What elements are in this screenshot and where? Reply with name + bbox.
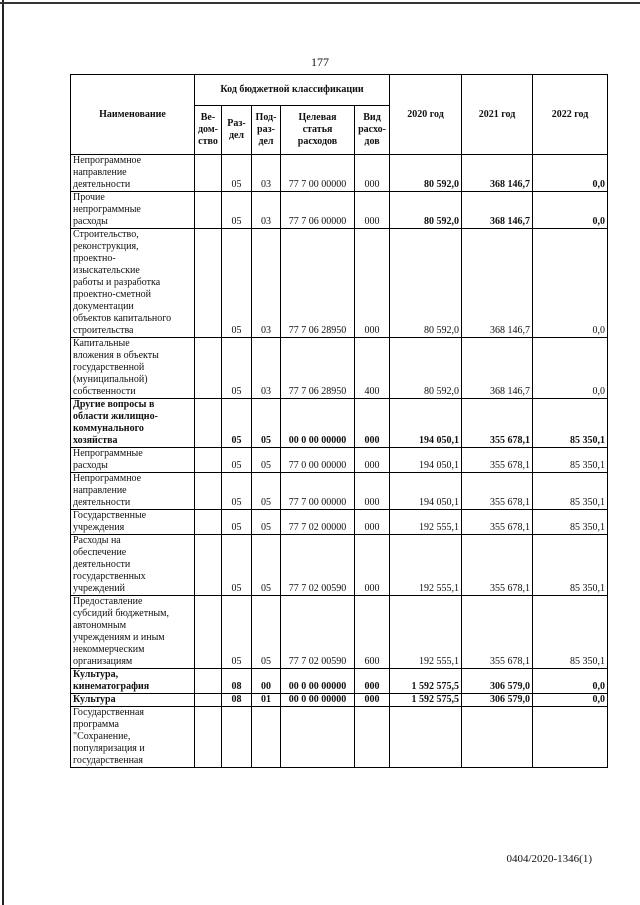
row-name-line: субсидий бюджетным, bbox=[73, 608, 169, 619]
row-name-line: Непрограммное bbox=[73, 473, 142, 484]
cell-2022: 85 350,1 bbox=[533, 596, 608, 669]
table-row bbox=[71, 510, 608, 535]
cell-target-article bbox=[281, 707, 355, 768]
row-name bbox=[71, 192, 195, 229]
row-name-line: области жилищно- bbox=[73, 411, 158, 422]
cell-razdel: 05 bbox=[222, 192, 252, 229]
cell-razdel: 05 bbox=[222, 338, 252, 399]
row-name-line: государственной bbox=[73, 362, 145, 373]
row-name-line: деятельности bbox=[73, 559, 131, 570]
cell-razdel: 05 bbox=[222, 596, 252, 669]
table-row bbox=[71, 596, 608, 669]
row-name-line: документации bbox=[73, 301, 134, 312]
row-name-line: Другие вопросы в bbox=[73, 399, 155, 410]
row-name bbox=[71, 694, 195, 707]
cell-podrazdel: 00 bbox=[252, 669, 281, 694]
cell-expense-type: 000 bbox=[355, 399, 390, 448]
row-name bbox=[71, 596, 195, 669]
row-name-line: Непрограммные bbox=[73, 448, 143, 459]
row-name-line: учреждениям и иным bbox=[73, 632, 165, 643]
cell-2022: 0,0 bbox=[533, 155, 608, 192]
table-row bbox=[71, 707, 608, 768]
header-target-line: расходов bbox=[297, 136, 338, 147]
cell-vedomstvo bbox=[195, 448, 222, 473]
header-2021: 2021 год bbox=[462, 75, 533, 155]
row-name-line: изыскательские bbox=[73, 265, 140, 276]
header-target-line: Целевая bbox=[298, 112, 337, 123]
cell-razdel: 05 bbox=[222, 399, 252, 448]
row-name-line: Строительство, bbox=[73, 229, 139, 240]
cell-2022: 85 350,1 bbox=[533, 535, 608, 596]
cell-expense-type: 000 bbox=[355, 448, 390, 473]
row-name-line: направление bbox=[73, 167, 127, 178]
row-name-line: Государственная bbox=[73, 707, 145, 718]
cell-podrazdel: 03 bbox=[252, 155, 281, 192]
row-name bbox=[71, 399, 195, 448]
header-target-line: статья bbox=[302, 124, 333, 135]
cell-target-article: 77 7 06 28950 bbox=[281, 338, 355, 399]
cell-razdel: 05 bbox=[222, 448, 252, 473]
cell-2020: 194 050,1 bbox=[390, 448, 462, 473]
table-row bbox=[71, 229, 608, 338]
cell-vedomstvo bbox=[195, 669, 222, 694]
row-name-line: Культура bbox=[73, 694, 116, 705]
cell-expense-type: 000 bbox=[355, 510, 390, 535]
cell-razdel: 05 bbox=[222, 229, 252, 338]
cell-2021: 368 146,7 bbox=[462, 229, 533, 338]
cell-podrazdel: 01 bbox=[252, 694, 281, 707]
row-name-line: "Сохранение, bbox=[73, 731, 131, 742]
document-id: 0404/2020-1346(1) bbox=[506, 853, 592, 865]
table-body bbox=[71, 155, 608, 768]
row-name-line: строительства bbox=[73, 325, 134, 336]
cell-2021: 306 579,0 bbox=[462, 669, 533, 694]
row-name bbox=[71, 707, 195, 768]
row-name-line: направление bbox=[73, 485, 127, 496]
row-name-line: учреждений bbox=[73, 583, 125, 594]
cell-2021 bbox=[462, 707, 533, 768]
header-vedomstvo-line: дом- bbox=[197, 124, 218, 135]
row-name bbox=[71, 535, 195, 596]
row-name-line: популяризация и bbox=[73, 743, 145, 754]
row-name-line: обеспечение bbox=[73, 547, 127, 558]
header-razdel-line: дел bbox=[228, 130, 245, 141]
row-name-line: объектов капитального bbox=[73, 313, 172, 324]
cell-podrazdel: 03 bbox=[252, 338, 281, 399]
cell-expense-type: 000 bbox=[355, 229, 390, 338]
row-name-line: коммунального bbox=[73, 423, 144, 434]
cell-target-article: 77 7 06 28950 bbox=[281, 229, 355, 338]
cell-target-article: 77 7 00 00000 bbox=[281, 473, 355, 510]
header-target-article bbox=[281, 106, 355, 155]
cell-target-article: 77 7 02 00590 bbox=[281, 535, 355, 596]
header-expense-type-line: дов bbox=[364, 136, 380, 147]
cell-2020 bbox=[390, 707, 462, 768]
cell-vedomstvo bbox=[195, 399, 222, 448]
cell-podrazdel: 03 bbox=[252, 229, 281, 338]
header-2020: 2020 год bbox=[390, 75, 462, 155]
table-row bbox=[71, 192, 608, 229]
cell-2022: 85 350,1 bbox=[533, 448, 608, 473]
cell-2021: 368 146,7 bbox=[462, 192, 533, 229]
cell-razdel: 05 bbox=[222, 473, 252, 510]
page-edge-left bbox=[2, 0, 4, 905]
cell-2022: 85 350,1 bbox=[533, 399, 608, 448]
cell-vedomstvo bbox=[195, 473, 222, 510]
cell-vedomstvo bbox=[195, 192, 222, 229]
row-name bbox=[71, 510, 195, 535]
row-name-line: программа bbox=[73, 719, 119, 730]
cell-razdel: 05 bbox=[222, 535, 252, 596]
header-expense-type bbox=[355, 106, 390, 155]
cell-vedomstvo bbox=[195, 707, 222, 768]
cell-2022: 0,0 bbox=[533, 338, 608, 399]
cell-2021: 368 146,7 bbox=[462, 338, 533, 399]
cell-vedomstvo bbox=[195, 510, 222, 535]
row-name-line: вложения в объекты bbox=[73, 350, 159, 361]
cell-2021: 368 146,7 bbox=[462, 155, 533, 192]
cell-2021: 355 678,1 bbox=[462, 535, 533, 596]
row-name-line: государственная bbox=[73, 755, 143, 766]
row-name-line: организациям bbox=[73, 656, 133, 667]
cell-podrazdel: 05 bbox=[252, 596, 281, 669]
row-name-line: деятельности bbox=[73, 179, 131, 190]
header-podrazdel bbox=[252, 106, 281, 155]
table-row bbox=[71, 399, 608, 448]
page-edge-top bbox=[0, 2, 640, 4]
row-name-line: Расходы на bbox=[73, 535, 121, 546]
row-name-line: проектно-сметной bbox=[73, 289, 151, 300]
cell-2020: 80 592,0 bbox=[390, 192, 462, 229]
cell-podrazdel: 05 bbox=[252, 535, 281, 596]
table-row bbox=[71, 694, 608, 707]
cell-2020: 80 592,0 bbox=[390, 155, 462, 192]
header-name: Наименование bbox=[71, 75, 195, 155]
cell-vedomstvo bbox=[195, 155, 222, 192]
header-vedomstvo-line: Ве- bbox=[200, 112, 216, 123]
cell-target-article: 00 0 00 00000 bbox=[281, 399, 355, 448]
cell-2020: 80 592,0 bbox=[390, 338, 462, 399]
cell-expense-type bbox=[355, 707, 390, 768]
header-2022: 2022 год bbox=[533, 75, 608, 155]
cell-vedomstvo bbox=[195, 229, 222, 338]
table-row bbox=[71, 448, 608, 473]
cell-vedomstvo bbox=[195, 338, 222, 399]
cell-expense-type: 000 bbox=[355, 192, 390, 229]
table-row bbox=[71, 473, 608, 510]
cell-podrazdel: 03 bbox=[252, 192, 281, 229]
cell-2020: 194 050,1 bbox=[390, 399, 462, 448]
table-row bbox=[71, 535, 608, 596]
header-vedomstvo bbox=[195, 106, 222, 155]
row-name-line: деятельности bbox=[73, 497, 131, 508]
cell-2020: 192 555,1 bbox=[390, 596, 462, 669]
cell-razdel bbox=[222, 707, 252, 768]
table-row bbox=[71, 338, 608, 399]
row-name-line: работы и разработка bbox=[73, 277, 161, 288]
cell-target-article: 77 7 00 00000 bbox=[281, 155, 355, 192]
cell-expense-type: 600 bbox=[355, 596, 390, 669]
cell-2021: 355 678,1 bbox=[462, 510, 533, 535]
header-razdel bbox=[222, 106, 252, 155]
row-name bbox=[71, 473, 195, 510]
cell-target-article: 77 7 06 00000 bbox=[281, 192, 355, 229]
cell-target-article: 00 0 00 00000 bbox=[281, 694, 355, 707]
cell-razdel: 05 bbox=[222, 155, 252, 192]
row-name bbox=[71, 229, 195, 338]
table-row bbox=[71, 669, 608, 694]
cell-2020: 1 592 575,5 bbox=[390, 669, 462, 694]
cell-2020: 192 555,1 bbox=[390, 535, 462, 596]
budget-table bbox=[70, 74, 608, 768]
row-name-line: Прочие bbox=[73, 192, 105, 203]
row-name-line: автономным bbox=[73, 620, 127, 631]
cell-target-article: 77 7 02 00000 bbox=[281, 510, 355, 535]
header-podrazdel-line: Под- bbox=[255, 112, 277, 123]
row-name-line: расходы bbox=[73, 460, 108, 471]
row-name-line: учреждения bbox=[73, 522, 125, 533]
cell-target-article: 77 0 00 00000 bbox=[281, 448, 355, 473]
cell-2021: 306 579,0 bbox=[462, 694, 533, 707]
row-name-line: кинематография bbox=[73, 681, 150, 692]
cell-2022: 0,0 bbox=[533, 229, 608, 338]
cell-2020: 194 050,1 bbox=[390, 473, 462, 510]
header-razdel-line: Раз- bbox=[227, 118, 246, 129]
row-name-line: некоммерческим bbox=[73, 644, 145, 655]
page-number: 177 bbox=[311, 55, 329, 69]
row-name-line: расходы bbox=[73, 216, 108, 227]
cell-podrazdel: 05 bbox=[252, 399, 281, 448]
cell-2022: 85 350,1 bbox=[533, 510, 608, 535]
cell-razdel: 05 bbox=[222, 510, 252, 535]
row-name-line: хозяйства bbox=[73, 435, 118, 446]
cell-2022: 0,0 bbox=[533, 669, 608, 694]
row-name bbox=[71, 669, 195, 694]
row-name-line: непрограммные bbox=[73, 204, 141, 215]
header-expense-type-line: расхо- bbox=[358, 124, 386, 135]
cell-2020: 1 592 575,5 bbox=[390, 694, 462, 707]
cell-podrazdel: 05 bbox=[252, 473, 281, 510]
cell-vedomstvo bbox=[195, 535, 222, 596]
cell-expense-type: 000 bbox=[355, 473, 390, 510]
cell-podrazdel: 05 bbox=[252, 448, 281, 473]
row-name-line: Государственные bbox=[73, 510, 147, 521]
cell-expense-type: 000 bbox=[355, 155, 390, 192]
row-name bbox=[71, 448, 195, 473]
cell-2021: 355 678,1 bbox=[462, 596, 533, 669]
cell-expense-type: 000 bbox=[355, 535, 390, 596]
cell-expense-type: 400 bbox=[355, 338, 390, 399]
cell-target-article: 00 0 00 00000 bbox=[281, 669, 355, 694]
header-vedomstvo-line: ство bbox=[198, 136, 218, 147]
cell-expense-type: 000 bbox=[355, 669, 390, 694]
cell-target-article: 77 7 02 00590 bbox=[281, 596, 355, 669]
row-name-line: проектно- bbox=[73, 253, 116, 264]
cell-2022: 0,0 bbox=[533, 694, 608, 707]
header-podrazdel-line: раз- bbox=[257, 124, 275, 135]
row-name-line: собственности bbox=[73, 386, 136, 397]
row-name-line: (муниципальной) bbox=[73, 374, 148, 385]
row-name-line: государственных bbox=[73, 571, 146, 582]
row-name bbox=[71, 338, 195, 399]
row-name-line: Культура, bbox=[73, 669, 119, 680]
row-name-line: Капитальные bbox=[73, 338, 130, 349]
row-name-line: Непрограммное bbox=[73, 155, 142, 166]
cell-expense-type: 000 bbox=[355, 694, 390, 707]
cell-2022 bbox=[533, 707, 608, 768]
cell-podrazdel bbox=[252, 707, 281, 768]
header-podrazdel-line: дел bbox=[258, 136, 274, 147]
table-row bbox=[71, 155, 608, 192]
cell-vedomstvo bbox=[195, 596, 222, 669]
cell-vedomstvo bbox=[195, 694, 222, 707]
cell-2022: 0,0 bbox=[533, 192, 608, 229]
cell-razdel: 08 bbox=[222, 694, 252, 707]
row-name-line: Предоставление bbox=[73, 596, 143, 607]
cell-2021: 355 678,1 bbox=[462, 473, 533, 510]
cell-podrazdel: 05 bbox=[252, 510, 281, 535]
cell-razdel: 08 bbox=[222, 669, 252, 694]
cell-2021: 355 678,1 bbox=[462, 448, 533, 473]
cell-2022: 85 350,1 bbox=[533, 473, 608, 510]
header-code-group: Код бюджетной классификации bbox=[195, 75, 390, 106]
cell-2020: 80 592,0 bbox=[390, 229, 462, 338]
cell-2020: 192 555,1 bbox=[390, 510, 462, 535]
cell-2021: 355 678,1 bbox=[462, 399, 533, 448]
header-expense-type-line: Вид bbox=[363, 112, 381, 123]
row-name bbox=[71, 155, 195, 192]
row-name-line: реконструкция, bbox=[73, 241, 139, 252]
